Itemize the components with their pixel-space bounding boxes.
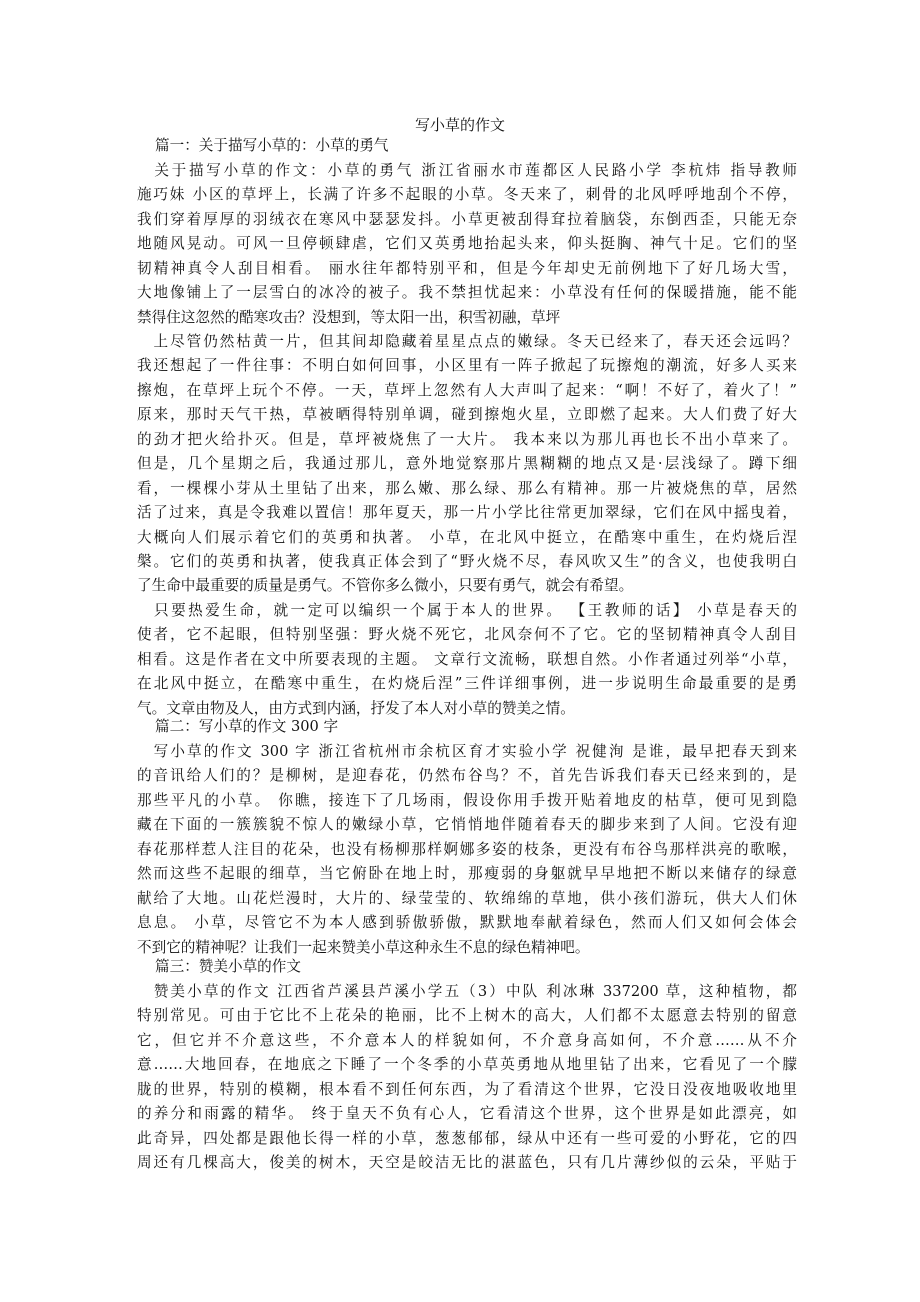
text-line: 但是，几个星期之后，我通过那儿，意外地觉察那片黑糊糊的地点又是·层浅绿了。蹲下细 xyxy=(137,455,797,473)
text-line: 写小草的作文 300 字 浙江省杭州市余杭区育才实验小学 祝健洵 是谁，最早把春天到来 xyxy=(137,743,797,760)
text-line: 赞美小草的作文 江西省芦溪县芦溪小学五（3）中队 利冰琳 337200 草，这种植物，都 xyxy=(137,983,797,1000)
text-line: 韧精神真令人刮目相看。 丽水往年都特别平和，但是今年却史无前例地下了好几场大雪， xyxy=(137,259,797,277)
text-line: 大概向人们展示着它们的英勇和执著。 小草，在北风中挺立，在酷寒中重生，在灼烧后涅 xyxy=(137,528,797,546)
paragraph xyxy=(137,330,797,599)
text-line: 相看。这是作者在文中所要表现的主题。 文章行文流畅，联想自然。小作者通过列举“小草， xyxy=(137,650,797,668)
text-line: 特别常见。可由于它比不上花朵的艳丽，比不上树木的高大，人们都不太愿意去特别的留意 xyxy=(137,1007,797,1025)
text-line: 看，一棵棵小芽从土里钻了出来，那么嫩、那么绿、那么有精神。那一片被烧焦的草，居然 xyxy=(137,479,797,497)
text-line: 它，但它并不介意这些，不介意本人的样貌如何，不介意身高如何，不介意……从不介 xyxy=(137,1031,797,1049)
text-line: 关于描写小草的作文：小草的勇气 浙江省丽水市莲都区人民路小学 李杭炜 指导教师 xyxy=(137,162,797,179)
text-line: 原来，那时天气干热，草被晒得特别单调，碰到擦炮火星，立即燃了起来。大人们费了好大 xyxy=(137,406,797,424)
text-line: 此奇异，四处都是跟他长得一样的小草，葱葱郁郁，绿从中还有一些可爱的小野花，它的四 xyxy=(137,1129,797,1147)
text-line: 上尽管仍然枯黄一片，但其间却隐藏着星星点点的嫩绿。冬天已经来了，春天还会远吗？ xyxy=(137,333,797,350)
text-line: 禁得住这忽然的酷寒攻击？没想到，等太阳一出，积雪初融，草坪 xyxy=(137,308,561,326)
section-heading: 篇三：赞美小草的作文 xyxy=(155,958,301,975)
text-line: 的养分和雨露的精华。 终于皇天不负有心人，它看清这个世界，这个世界是如此漂亮，如 xyxy=(137,1105,797,1123)
text-line: 的劲才把火给扑灭。但是，草坪被烧焦了一大片。 我本来以为那儿再也长不出小草来了。 xyxy=(137,430,797,448)
text-line: 在北风中挺立，在酷寒中重生，在灼烧后涅”三件详细事例，进一步说明生命最重要的是勇 xyxy=(137,675,797,693)
text-line: 息息。 小草，尽管它不为本人感到骄傲骄傲，默默地奉献着绿色，然而人们又如何会体会 xyxy=(137,914,797,932)
document-title: 写小草的作文 xyxy=(414,116,505,134)
text-line: 不到它的精神呢？让我们一起来赞美小草这种永生不息的绿色精神吧。 xyxy=(137,938,590,956)
text-line: 大地像铺上了一层雪白的冰冷的被子。我不禁担忧起来：小草没有任何的保暖措施，能不能 xyxy=(137,284,797,302)
text-line: 我们穿着厚厚的羽绒衣在寒风中瑟瑟发抖。小草更被刮得耷拉着脑袋，东倒西歪，只能无奈 xyxy=(137,210,797,228)
section-heading: 篇一：关于描写小草的：小草的勇气 xyxy=(155,137,389,154)
text-line: 周还有几棵高大，俊美的树木，天空是皎洁无比的湛蓝色，只有几片薄纱似的云朵，平贴于 xyxy=(137,1154,797,1172)
text-line: 胧的世界，特别的模糊，根本看不到任何东西，为了看清这个世界，它没日没夜地吸收地里 xyxy=(137,1080,797,1098)
text-line: 擦炮，在草坪上玩个不停。一天，草坪上忽然有人大声叫了起来：“啊！不好了，着火了！” xyxy=(137,381,797,399)
text-line: 槃。它们的英勇和执著，使我真正体会到了“野火烧不尽，春风吹又生”的含义，也使我明白 xyxy=(137,552,797,570)
text-line: 使者，它不起眼，但特别坚强：野火烧不死它，北风奈何不了它。它的坚韧精神真令人刮目 xyxy=(137,626,797,644)
text-line: 活了过来，真是令我难以置信！那年夏天，那一片小学比往常更加翠绿，它们在风中摇曳着， xyxy=(137,504,797,522)
text-line: 献给了大地。山花烂漫时，大片的、绿莹莹的、软绵绵的草地，供小孩们游玩，供大人们休 xyxy=(137,889,797,907)
text-line: 意……大地回春，在地底之下睡了一个冬季的小草英勇地从地里钻了出来，它看见了一个朦 xyxy=(137,1056,797,1074)
text-line: 那些平凡的小草。 你瞧，接连下了几场雨，假设你用手拨开贴着地皮的枯草，便可见到隐 xyxy=(137,791,797,809)
paragraph xyxy=(137,980,797,1176)
text-line: 我还想起了一件往事：不明白如何回事，小区里有一阵子掀起了玩擦炮的潮流，好多人买来 xyxy=(137,357,797,375)
text-line: 只要热爱生命，就一定可以编织一个属于本人的世界。 【王教师的话】 小草是春天的 xyxy=(137,602,797,619)
text-line: 然而这些不起眼的细草，当它俯卧在地上时，那瘦弱的身躯就早早地把不断以来储存的绿意 xyxy=(137,865,797,883)
paragraph xyxy=(137,159,797,330)
text-line: 施巧妹 小区的草坪上，长满了许多不起眼的小草。冬天来了，刺骨的北风呼呼地刮个不停， xyxy=(137,186,797,204)
section-heading: 篇二：写小草的作文 300 字 xyxy=(155,718,339,735)
paragraph xyxy=(137,599,797,721)
text-line: 藏在下面的一簇簇貌不惊人的嫩绿小草，它悄悄地伴随着春天的脚步来到了人间。它没有迎 xyxy=(137,816,797,834)
text-line: 了生命中最重要的质量是勇气。不管你多么微小，只要有勇气，就会有希望。 xyxy=(137,577,634,595)
text-line: 的音讯给人们的？是柳树，是迎春花，仍然布谷鸟？不，首先告诉我们春天已经来到的，是 xyxy=(137,767,797,785)
text-line: 地随风晃动。可风一旦停顿肆虐，它们又英勇地抬起头来，仰头挺胸、神气十足。它们的坚 xyxy=(137,235,797,253)
text-line: 春花那样惹人注目的花朵，也没有杨柳那样婀娜多姿的枝条，更没有布谷鸟那样洪亮的歌喉， xyxy=(137,840,797,858)
text-line: 气。文章由物及人，由方式到内涵，抒发了本人对小草的赞美之情。 xyxy=(137,699,575,717)
paragraph xyxy=(137,740,797,960)
